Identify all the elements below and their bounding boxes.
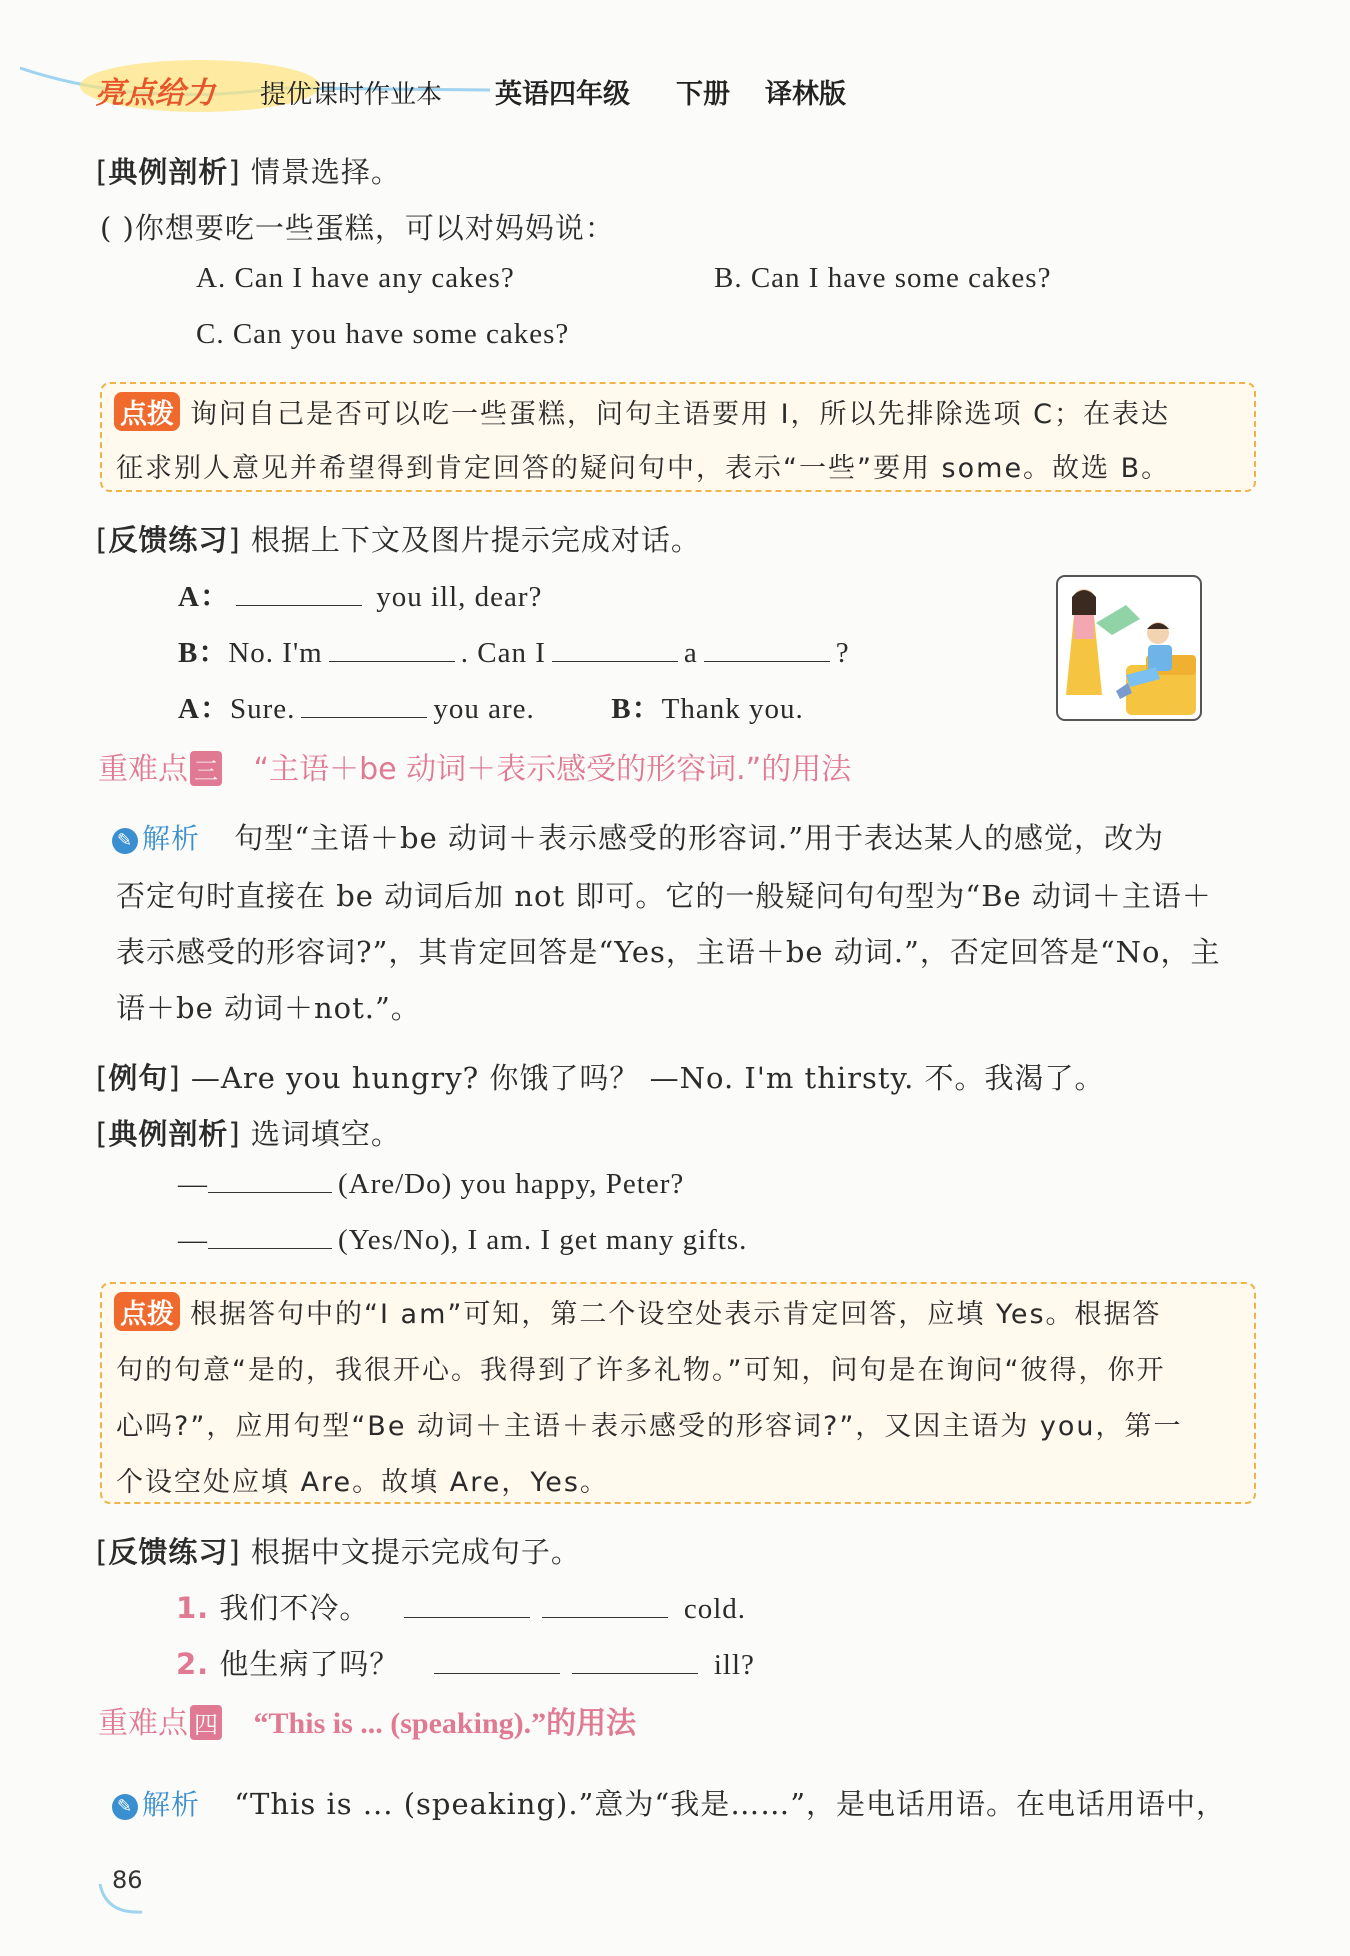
ex3-line2 (178, 1224, 747, 1257)
ex3-tag: 典例剖析 (108, 1117, 229, 1151)
fb1-instruction: 根据上下文及图片提示完成对话。 (250, 523, 701, 557)
sick-boy-illustration (1056, 575, 1202, 721)
a2-text1: Sure. (229, 693, 296, 725)
fb3-question-1 (176, 1586, 746, 1627)
question-number: 2. (176, 1647, 210, 1681)
tip3-line1 (114, 1292, 1162, 1331)
option-b: B. Can I have some cakes? (714, 262, 1052, 294)
analysis4-line1 (112, 1782, 1226, 1823)
ex1-instruction: 情景选择。 (250, 155, 401, 189)
tip3-line3: 心吗?”，应用句型“Be 动词＋主语＋表示感受的形容词?”，又因主语为 you，第一 (116, 1411, 1183, 1442)
brand-logo: 亮点给力 (95, 76, 215, 111)
ex3-heading: [典例剖析] 选词填空。 (96, 1117, 401, 1151)
q2-end: ill? (713, 1649, 755, 1681)
analysis4-text1: “This is ... (speaking).”意为“我是……”，是电话用语。在电话用语中， (234, 1787, 1227, 1821)
b2-text: Thank you. (661, 693, 804, 725)
blank-input[interactable] (208, 1191, 332, 1193)
analysis3-line4: 语＋be 动词＋not.”。 (116, 991, 421, 1025)
example-text: —Are you hungry? 你饿了吗？ —No. I'm thirsty. 不。我渴了。 (190, 1061, 1105, 1095)
ex1-question (100, 206, 615, 247)
fb3-instruction: 根据中文提示完成句子。 (250, 1535, 581, 1569)
pencil-icon: ✎ (112, 828, 138, 854)
blank-input[interactable] (542, 1616, 668, 1618)
edition: 译林版 (765, 79, 846, 110)
blank-input[interactable] (236, 604, 362, 606)
a2-text2: you are. (433, 693, 535, 725)
q1-chinese: 我们不冷。 (219, 1591, 370, 1625)
blank-input[interactable] (704, 660, 830, 662)
dialog-line-a1 (178, 574, 542, 615)
q2-chinese: 他生病了吗？ (219, 1647, 400, 1681)
analysis-label: ✎ 解析 (112, 1788, 200, 1821)
point3-label: 重难点 (98, 752, 188, 787)
blank-input[interactable] (301, 716, 427, 718)
fb3-tag: 反馈练习 (108, 1535, 229, 1569)
analysis3-line3: 表示感受的形容词?”，其肯定回答是“Yes，主语＋be 动词.”，否定回答是“No，主 (116, 935, 1221, 969)
option-a: A. Can I have any cakes? (196, 262, 515, 294)
a1-text: you ill, dear? (376, 581, 543, 613)
page-corner-decoration (96, 1880, 156, 1920)
speaker-a: A： (178, 581, 230, 613)
point3-heading (98, 744, 851, 788)
blank-input[interactable] (572, 1672, 698, 1674)
b1-text3: a (683, 637, 698, 669)
tip3-line2: 句的句意“是的，我很开心。我得到了许多礼物。”可知，问句是在询问“彼得，你开 (116, 1355, 1166, 1386)
blank-input[interactable] (208, 1247, 332, 1249)
blank-input[interactable] (404, 1616, 530, 1618)
tip1-text1: 询问自己是否可以吃一些蛋糕，问句主语要用 I，所以先排除选项 C；在表达 (190, 399, 1170, 430)
blank-input[interactable] (552, 660, 678, 662)
subject: 英语四年级 (495, 79, 630, 110)
analysis3-line2: 否定句时直接在 be 动词后加 not 即可。它的一般疑问句句型为“Be 动词＋主语＋ (116, 879, 1212, 913)
volume: 下册 (676, 79, 730, 110)
ex3-text2: (Yes/No), I am. I get many gifts. (338, 1224, 748, 1256)
speaker-b: B： (611, 693, 662, 725)
pencil-icon: ✎ (112, 1794, 138, 1820)
ex3-instruction: 选词填空。 (250, 1117, 401, 1151)
ex1-tag: 典例剖析 (108, 155, 229, 189)
point4-title: “This is ... (speaking).”的用法 (253, 1707, 637, 1740)
ex3-text1: (Are/Do) you happy, Peter? (338, 1168, 685, 1200)
point3-number: 三 (190, 751, 222, 786)
b1-text1: No. I'm (228, 637, 323, 669)
blank-input[interactable] (329, 660, 455, 662)
analysis3-text1: 句型“主语＋be 动词＋表示感受的形容词.”用于表达某人的感觉，改为 (234, 821, 1165, 855)
question-text: 你想要吃一些蛋糕，可以对妈妈说： (134, 211, 615, 245)
point3-title: “主语＋be 动词＋表示感受的形容词.”的用法 (253, 752, 852, 787)
fb1-heading: [反馈练习] 根据上下文及图片提示完成对话。 (96, 523, 701, 557)
dash: — (178, 1168, 208, 1200)
option-c: C. Can you have some cakes? (196, 318, 570, 350)
tip1-line1 (114, 392, 1170, 431)
q1-end: cold. (683, 1593, 747, 1625)
speaker-a: A： (178, 693, 230, 725)
tip-badge: 点拨 (114, 392, 180, 431)
question-number: 1. (176, 1591, 210, 1625)
series-title: 提优课时作业本 (260, 80, 443, 110)
page-number: 86 (112, 1866, 143, 1894)
ex1-heading: [典例剖析] 情景选择。 (96, 155, 401, 189)
tip3-text1: 根据答句中的“I am”可知，第二个设空处表示肯定回答，应填 Yes。根据答 (190, 1299, 1162, 1330)
analysis-label: ✎ 解析 (112, 822, 200, 855)
point4-number: 四 (190, 1705, 222, 1740)
b1-text2: . Can I (460, 637, 546, 669)
tip-badge: 点拨 (114, 1292, 180, 1331)
answer-paren: ( ) (100, 211, 135, 245)
point4-label: 重难点 (98, 1706, 188, 1741)
example3: [例句] —Are you hungry? 你饿了吗？ —No. I'm thirsty. 不。我渴了。 (96, 1061, 1105, 1095)
analysis3-line1 (112, 816, 1164, 857)
dialog-line-a2 (178, 686, 804, 727)
fb3-heading: [反馈练习] 根据中文提示完成句子。 (96, 1535, 581, 1569)
b1-text4: ? (835, 637, 850, 669)
speaker-b: B： (178, 637, 229, 669)
fb3-question-2 (176, 1642, 755, 1683)
fb1-tag: 反馈练习 (108, 523, 229, 557)
point4-heading (98, 1698, 636, 1742)
ex3-line1 (178, 1168, 684, 1201)
blank-input[interactable] (434, 1672, 560, 1674)
tip3-line4: 个设空处应填 Are。故填 Are，Yes。 (116, 1467, 609, 1498)
example-tag: 例句 (108, 1061, 169, 1095)
tip1-line2: 征求别人意见并希望得到肯定回答的疑问句中，表示“一些”要用 some。故选 B。 (116, 453, 1171, 484)
dash: — (178, 1224, 208, 1256)
dialog-line-b1 (178, 630, 850, 671)
